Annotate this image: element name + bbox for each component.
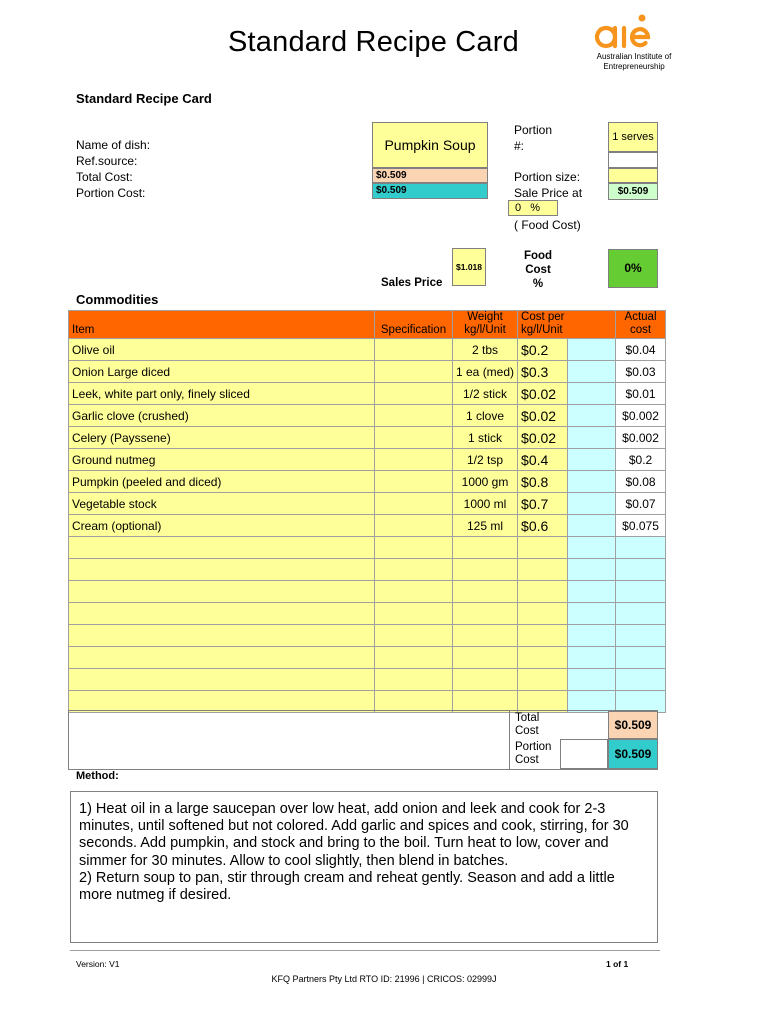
weight-cell[interactable]: 2 tbs <box>453 339 518 361</box>
cost-spacer-cell[interactable] <box>568 603 616 625</box>
specification-cell[interactable] <box>375 515 453 537</box>
specification-cell[interactable] <box>375 405 453 427</box>
food-cost-pct-value: 0 <box>515 202 522 214</box>
cost-spacer-cell[interactable] <box>568 339 616 361</box>
actual-cost-cell[interactable] <box>616 669 666 691</box>
totals-block <box>68 710 658 770</box>
table-row <box>69 669 666 691</box>
actual-cost-cell[interactable] <box>616 537 666 559</box>
specification-cell[interactable] <box>375 449 453 471</box>
header-weight <box>453 311 518 339</box>
food-cost-note: ( Food Cost) <box>514 218 581 232</box>
table-row <box>69 405 666 427</box>
portion-cost-summary-label-1: Portion <box>515 741 552 753</box>
cost-per-unit-cell[interactable]: $0.4 <box>518 449 568 471</box>
header-specification: Specification <box>375 311 453 339</box>
cost-spacer-cell[interactable] <box>568 405 616 427</box>
specification-cell[interactable] <box>375 647 453 669</box>
actual-cost-cell[interactable] <box>616 581 666 603</box>
weight-cell[interactable] <box>453 603 518 625</box>
actual-cost-cell[interactable]: $0.075 <box>616 515 666 537</box>
portion-blank-field[interactable] <box>608 152 658 168</box>
weight-cell[interactable] <box>453 537 518 559</box>
total-cost-label: Total Cost: <box>76 170 133 184</box>
version-text: Version: V1 <box>76 959 120 969</box>
item-cell[interactable]: Celery (Payssene) <box>69 427 375 449</box>
item-cell[interactable] <box>69 581 375 603</box>
cost-per-unit-cell[interactable]: $0.02 <box>518 405 568 427</box>
portion-cost-field[interactable]: $0.509 <box>372 183 488 199</box>
cost-per-unit-cell[interactable] <box>518 669 568 691</box>
weight-cell[interactable] <box>453 669 518 691</box>
portion-cost-blank-cell[interactable] <box>560 739 608 769</box>
table-row <box>69 625 666 647</box>
total-cost-field[interactable]: $0.509 <box>372 168 488 183</box>
actual-cost-cell[interactable] <box>616 559 666 581</box>
cost-spacer-cell[interactable] <box>568 493 616 515</box>
specification-cell[interactable] <box>375 537 453 559</box>
cost-spacer-cell[interactable] <box>568 515 616 537</box>
cost-per-unit-cell[interactable] <box>518 603 568 625</box>
table-row <box>69 449 666 471</box>
specification-cell[interactable] <box>375 559 453 581</box>
header-actual-cost <box>616 311 666 339</box>
cost-spacer-cell[interactable] <box>568 537 616 559</box>
actual-cost-cell[interactable]: $0.03 <box>616 361 666 383</box>
weight-cell[interactable] <box>453 647 518 669</box>
totals-divider <box>509 711 511 769</box>
actual-cost-cell[interactable]: $0.002 <box>616 427 666 449</box>
food-cost-label-2: Cost <box>525 264 551 276</box>
cost-spacer-cell[interactable] <box>568 471 616 493</box>
item-cell[interactable]: Pumpkin (peeled and diced) <box>69 471 375 493</box>
specification-cell[interactable] <box>375 361 453 383</box>
weight-cell[interactable] <box>453 559 518 581</box>
weight-cell[interactable]: 1000 ml <box>453 493 518 515</box>
cost-spacer-cell[interactable] <box>568 449 616 471</box>
cost-per-unit-cell[interactable] <box>518 537 568 559</box>
portion-cost-summary-value[interactable]: $0.509 <box>608 739 658 769</box>
weight-cell[interactable]: 125 ml <box>453 515 518 537</box>
cost-per-unit-cell[interactable] <box>518 647 568 669</box>
header-weight-line-1: Weight <box>467 311 503 323</box>
total-cost-summary-label-1: Total <box>515 712 540 724</box>
specification-cell[interactable] <box>375 383 453 405</box>
portion-number-label: #: <box>514 139 525 153</box>
item-cell[interactable] <box>69 559 375 581</box>
cost-per-unit-cell[interactable] <box>518 559 568 581</box>
item-cell[interactable]: Olive oil <box>69 339 375 361</box>
specification-cell[interactable] <box>375 669 453 691</box>
dish-name-label: Name of dish: <box>76 138 151 152</box>
cost-per-unit-cell[interactable]: $0.02 <box>518 383 568 405</box>
weight-cell[interactable] <box>453 625 518 647</box>
actual-cost-cell[interactable]: $0.08 <box>616 471 666 493</box>
sales-price-field[interactable]: $1.018 <box>452 248 486 286</box>
actual-cost-cell[interactable]: $0.01 <box>616 383 666 405</box>
actual-cost-cell[interactable]: $0.002 <box>616 405 666 427</box>
total-cost-summary-label-2: Cost <box>515 725 539 737</box>
method-label: Method: <box>76 770 119 782</box>
commodities-heading: Commodities <box>76 292 159 307</box>
item-cell[interactable]: Cream (optional) <box>69 515 375 537</box>
header-weight-line-2: kg/l/Unit <box>464 324 506 336</box>
item-cell[interactable] <box>69 603 375 625</box>
cost-per-unit-cell[interactable]: $0.2 <box>518 339 568 361</box>
weight-cell[interactable]: 1/2 tsp <box>453 449 518 471</box>
header-actual-line-2: cost <box>629 324 652 336</box>
table-row <box>69 647 666 669</box>
table-row <box>69 515 666 537</box>
cost-per-unit-cell[interactable]: $0.8 <box>518 471 568 493</box>
sale-price-field[interactable]: $0.509 <box>608 183 658 200</box>
weight-cell[interactable]: 1 stick <box>453 427 518 449</box>
sale-price-label: Sale Price at <box>514 186 583 200</box>
cost-spacer-cell[interactable] <box>568 625 616 647</box>
specification-cell[interactable] <box>375 493 453 515</box>
cost-per-unit-cell[interactable]: $0.02 <box>518 427 568 449</box>
food-cost-label-3: % <box>532 278 544 290</box>
weight-cell[interactable]: 1 clove <box>453 405 518 427</box>
table-row <box>69 493 666 515</box>
table-row <box>69 361 666 383</box>
commodities-table <box>68 310 666 713</box>
total-cost-summary-value[interactable]: $0.509 <box>608 711 658 739</box>
cost-per-unit-cell[interactable] <box>518 625 568 647</box>
method-step-2: 2) Return soup to pan, stir through cream and reheat gently. Season and add a little more nutmeg if desired. <box>79 869 615 904</box>
portion-serves-field[interactable]: 1 serves <box>608 122 658 152</box>
rto-footer: KFQ Partners Pty Ltd RTO ID: 21996 | CRICOS: 02999J <box>271 974 497 984</box>
recipe-card-heading: Standard Recipe Card <box>76 91 212 106</box>
actual-cost-cell[interactable] <box>616 647 666 669</box>
weight-cell[interactable] <box>453 581 518 603</box>
actual-cost-cell[interactable]: $0.07 <box>616 493 666 515</box>
cost-per-unit-cell[interactable]: $0.3 <box>518 361 568 383</box>
cost-spacer-cell[interactable] <box>568 559 616 581</box>
food-cost-percent-field[interactable]: 0% <box>608 249 658 288</box>
method-step-1: 1) Heat oil in a large saucepan over low heat, add onion and leek and cook for 2-3 minutes, until softened but not colored. Add garlic and spices and cook, stirring, for 30 seconds. Add pumpkin, and stock and bring to the boil. Turn heat to low, cover and simmer for 30 minutes. Allow to cool slightly, then blend in batches. <box>79 801 629 869</box>
table-row <box>69 581 666 603</box>
logo-line-2: Entrepreneurship <box>603 62 665 71</box>
table-row <box>69 383 666 405</box>
specification-cell[interactable] <box>375 625 453 647</box>
aie-logo-mark <box>592 14 656 50</box>
cost-per-unit-cell[interactable]: $0.6 <box>518 515 568 537</box>
commodities-header-row <box>69 311 666 339</box>
item-cell[interactable] <box>69 537 375 559</box>
item-cell[interactable]: Onion Large diced <box>69 361 375 383</box>
weight-cell[interactable]: 1/2 stick <box>453 383 518 405</box>
item-cell[interactable] <box>69 647 375 669</box>
header-cost-line-2: kg/l/Unit <box>521 324 563 336</box>
item-cell[interactable] <box>69 669 375 691</box>
table-row <box>69 427 666 449</box>
portion-size-field[interactable] <box>608 168 658 183</box>
dish-name-field[interactable]: Pumpkin Soup <box>372 122 488 168</box>
specification-cell[interactable] <box>375 603 453 625</box>
method-text-box[interactable] <box>70 791 658 943</box>
sales-price-label: Sales Price <box>381 277 443 289</box>
table-row <box>69 339 666 361</box>
item-cell[interactable] <box>69 625 375 647</box>
food-cost-pct-field[interactable] <box>508 200 558 216</box>
weight-cell[interactable]: 1 ea (med) <box>453 361 518 383</box>
table-row <box>69 537 666 559</box>
cost-spacer-cell[interactable] <box>568 361 616 383</box>
page-number: 1 of 1 <box>606 959 629 969</box>
portion-cost-summary-label-2: Cost <box>515 754 539 766</box>
cost-spacer-cell[interactable] <box>568 581 616 603</box>
portion-size-label: Portion size: <box>514 170 581 184</box>
table-row <box>69 603 666 625</box>
cost-spacer-cell[interactable] <box>568 669 616 691</box>
food-cost-pct-symbol: % <box>530 202 540 214</box>
portion-cost-summary-label <box>515 741 551 767</box>
aie-logo <box>584 14 684 76</box>
actual-cost-cell[interactable]: $0.2 <box>616 449 666 471</box>
actual-cost-cell[interactable] <box>616 625 666 647</box>
item-cell[interactable]: Leek, white part only, finely sliced <box>69 383 375 405</box>
food-cost-percent-label <box>514 249 562 291</box>
item-cell[interactable]: Vegetable stock <box>69 493 375 515</box>
actual-cost-cell[interactable]: $0.04 <box>616 339 666 361</box>
specification-cell[interactable] <box>375 581 453 603</box>
specification-cell[interactable] <box>375 427 453 449</box>
header-actual-line-1: Actual <box>624 311 657 323</box>
food-cost-label-1: Food <box>523 250 553 262</box>
specification-cell[interactable] <box>375 339 453 361</box>
specification-cell[interactable] <box>375 471 453 493</box>
header-cost-per-unit <box>518 311 616 339</box>
cost-spacer-cell[interactable] <box>568 647 616 669</box>
cost-per-unit-cell[interactable] <box>518 581 568 603</box>
footer-divider <box>70 950 660 951</box>
header-cost-line-1: Cost per <box>521 311 565 323</box>
portion-cost-label: Portion Cost: <box>76 186 146 200</box>
item-cell[interactable]: Ground nutmeg <box>69 449 375 471</box>
item-cell[interactable]: Garlic clove (crushed) <box>69 405 375 427</box>
table-row <box>69 471 666 493</box>
ref-source-label: Ref.source: <box>76 154 138 168</box>
page-title: Standard Recipe Card <box>228 26 519 58</box>
cost-spacer-cell[interactable] <box>568 383 616 405</box>
logo-line-1: Australian Institute of <box>596 52 672 61</box>
weight-cell[interactable]: 1000 gm <box>453 471 518 493</box>
table-row <box>69 559 666 581</box>
cost-per-unit-cell[interactable]: $0.7 <box>518 493 568 515</box>
total-cost-summary-label <box>515 712 539 738</box>
cost-spacer-cell[interactable] <box>568 427 616 449</box>
portion-label: Portion <box>514 123 553 137</box>
actual-cost-cell[interactable] <box>616 603 666 625</box>
header-item: Item <box>69 311 375 339</box>
